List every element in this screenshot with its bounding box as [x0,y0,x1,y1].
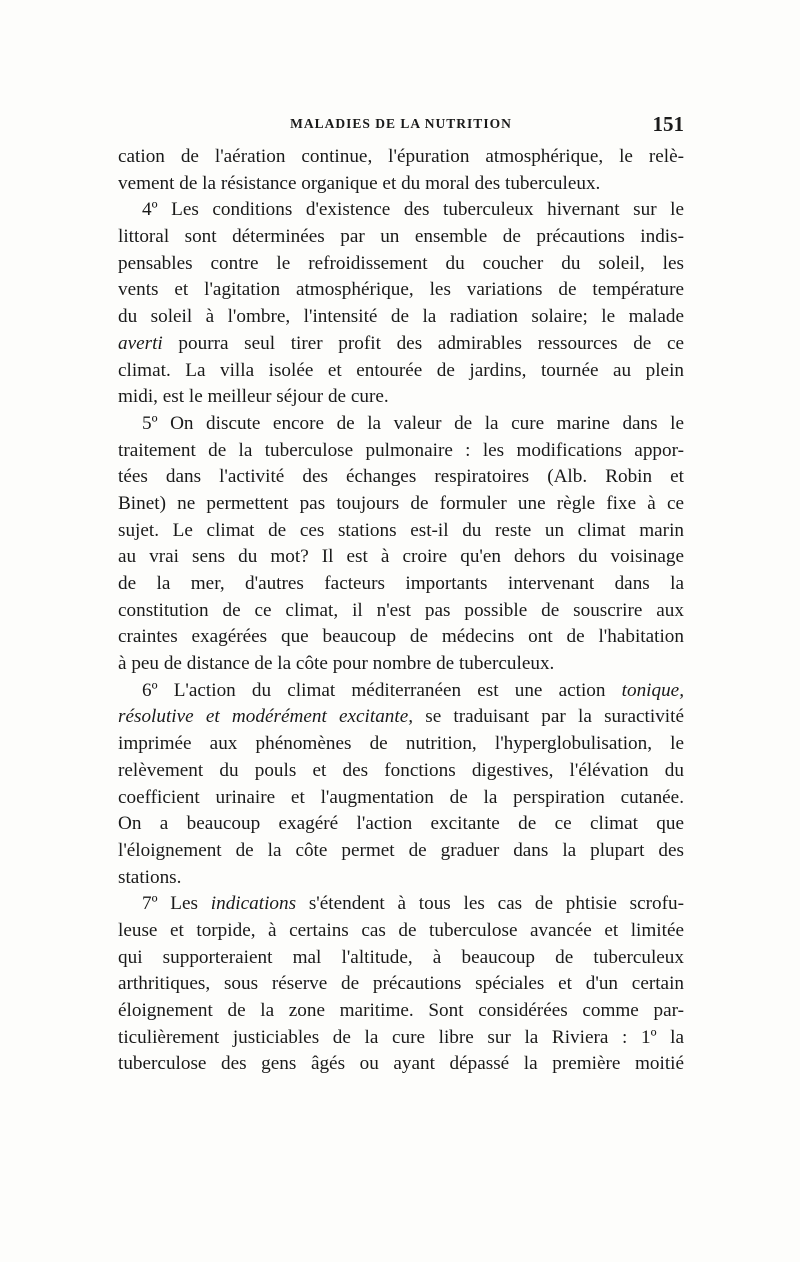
paragraph [118,678,684,892]
text-body [118,144,684,1078]
text-line [118,971,684,998]
text-line [118,758,684,785]
text-line [118,624,684,651]
text-line [118,411,684,438]
text-line [118,224,684,251]
text-segment: qui supporteraient mal l'altitude, à beaucoup de tuberculeux [118,946,684,968]
paragraph [118,197,684,411]
text-segment: vement de la résistance organique et du moral des tuberculeux. [118,172,601,194]
text-segment: arthritiques, sous réserve de précautions spéciales et d'un certain [118,973,684,995]
text-segment: l'éloignement de la côte permet de graduer dans la plupart des [118,839,684,861]
text-line [118,251,684,278]
text-line [118,491,684,518]
text-segment: 7º Les [142,893,211,915]
text-segment: cation de l'aération continue, l'épuration atmosphérique, le relè- [118,146,684,167]
italic-text: indications [210,893,297,915]
text-segment: tées dans l'activité des échanges respiratoires (Alb. Robin et [118,466,684,488]
text-segment: stations. [118,866,182,888]
text-segment: 5º On discute encore de la valeur de la cure marine dans le [142,412,684,434]
text-segment: au vrai sens du mot? Il est à croire qu'en dehors du voisinage [118,546,684,568]
text-line [118,518,684,545]
text-segment: à peu de distance de la côte pour nombre de tuberculeux. [118,653,555,675]
text-segment: ticulièrement justiciables de la cure libre sur la Riviera : 1º la [118,1026,684,1048]
text-line [118,544,684,571]
text-line [118,358,684,385]
text-segment: On a beaucoup exagéré l'action excitante de ce climat que [118,813,684,835]
text-line [118,304,684,331]
text-segment: midi, est le meilleur séjour de cure. [118,386,389,408]
text-line [118,331,684,358]
text-segment: s'étendent à tous les cas de phtisie scrofu- [296,893,684,915]
text-line [118,1025,684,1052]
text-segment: du soleil à l'ombre, l'intensité de la radiation solaire; le malade [118,306,684,328]
text-segment: pensables contre le refroidissement du coucher du soleil, les [118,252,684,274]
text-line [118,704,684,731]
text-segment: littoral sont déterminées par un ensemble de précautions indis- [118,226,684,248]
text-segment: relèvement du pouls et des fonctions digestives, l'élévation du [118,759,684,781]
italic-text: tonique, [621,679,684,701]
text-segment: sujet. Le climat de ces stations est-il du reste un climat marin [118,519,684,541]
text-line [118,811,684,838]
text-segment: vents et l'agitation atmosphérique, les variations de température [118,279,684,301]
text-segment: tuberculose des gens âgés ou ayant dépassé la première moitié [118,1053,684,1075]
text-segment: leuse et torpide, à certains cas de tuberculose avancée et limitée [118,919,684,941]
text-segment: 6º L'action du climat méditerranéen est une action [142,679,622,701]
text-line [118,598,684,625]
text-segment: traitement de la tuberculose pulmonaire : les modifications appor- [118,439,684,461]
text-line [118,891,684,918]
text-segment: de la mer, d'autres facteurs importants intervenant dans la [118,573,684,594]
text-segment: Binet) ne permettent pas toujours de formuler une règle fixe à ce [118,492,684,514]
paragraph [118,891,684,1078]
text-segment: imprimée aux phénomènes de nutrition, l'hyperglobulisation, le [118,733,684,755]
paragraph [118,411,684,678]
text-segment: se traduisant par la suractivité [413,706,684,728]
text-line [118,998,684,1025]
text-line [118,438,684,465]
text-line [118,571,684,598]
text-segment: pourra seul tirer profit des admirables ressources de ce [162,332,684,354]
italic-text: résolutive et modérément excitante, [118,706,414,728]
text-line [118,918,684,945]
text-segment: constitution de ce climat, il n'est pas possible de souscrire aux [118,599,684,621]
text-segment: coefficient urinaire et l'augmentation de la perspiration cutanée. [118,786,684,808]
text-line [118,277,684,304]
text-line [118,865,684,892]
text-line [118,171,684,198]
running-title: MALADIES DE LA NUTRITION [290,116,512,131]
text-line [118,384,684,411]
page-number: 151 [652,112,684,136]
text-line [118,945,684,972]
running-head [118,112,684,138]
text-line [118,731,684,758]
text-line [118,464,684,491]
text-line [118,651,684,678]
text-line [118,785,684,812]
text-segment: 4º Les conditions d'existence des tuberculeux hivernant sur le [142,199,684,221]
text-line [118,197,684,224]
text-line [118,144,684,171]
text-line [118,838,684,865]
paragraph [118,144,684,197]
text-line [118,1051,684,1078]
text-segment: éloignement de la zone maritime. Sont considérées comme par- [118,1000,684,1021]
italic-text: averti [118,332,163,354]
text-segment: climat. La villa isolée et entourée de jardins, tournée au plein [118,359,684,381]
text-segment: craintes exagérées que beaucoup de médecins ont de l'habitation [118,626,684,648]
text-line [118,678,684,705]
